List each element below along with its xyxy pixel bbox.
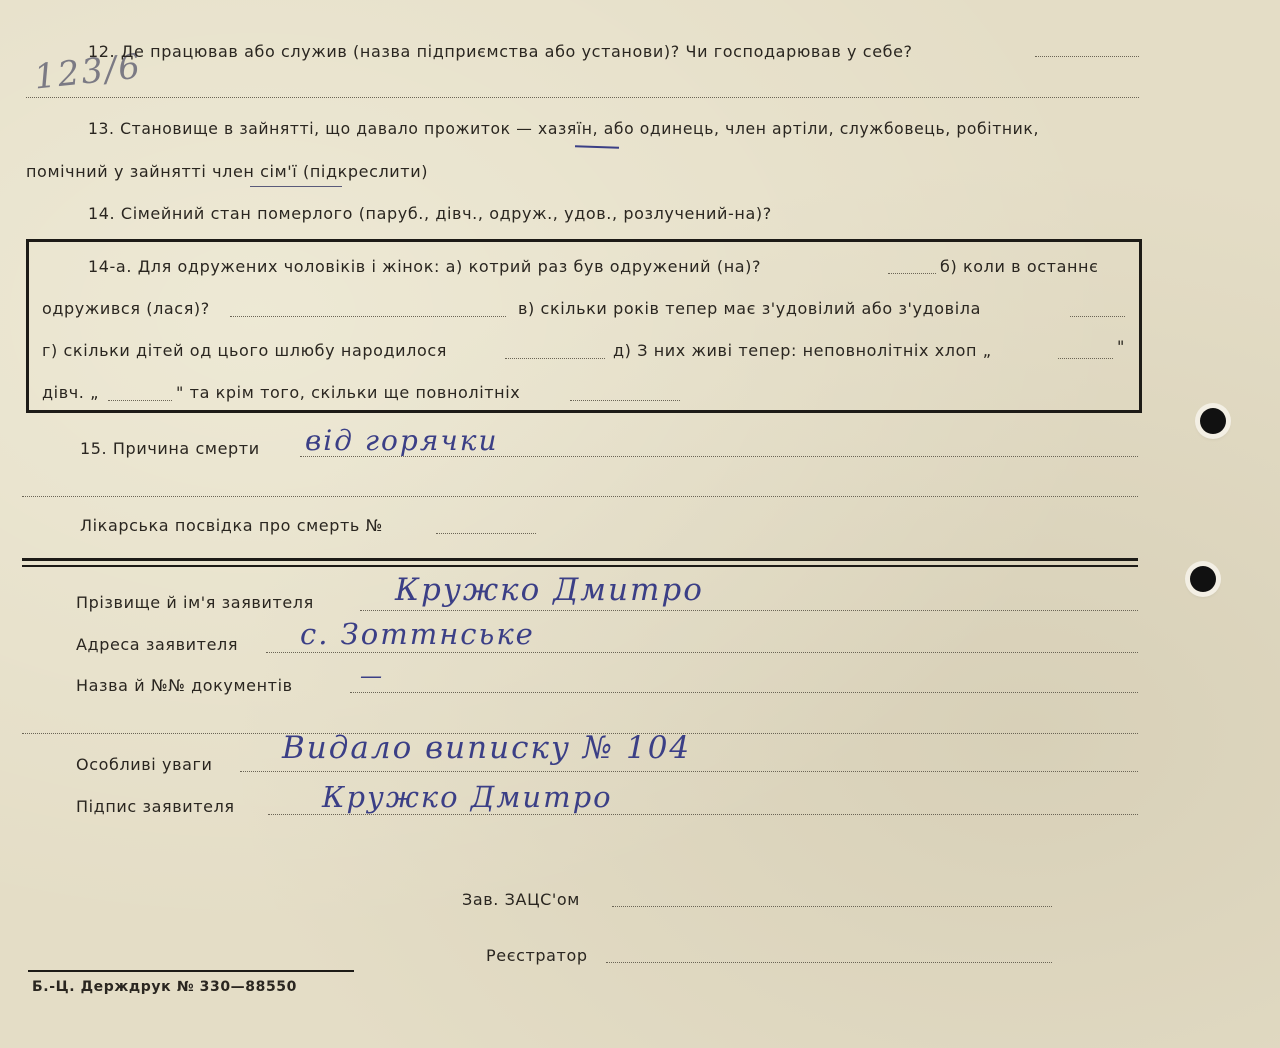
question-14: 14. Сімейний стан померлого (паруб., дівч., одруж., удов., розлучений-на)? (88, 204, 772, 223)
question-14a-line1b: б) коли в останнє (940, 257, 1099, 276)
documents-label: Назва й №№ документів (76, 676, 293, 695)
printer-imprint: Б.-Ц. Держдрук № 330—88550 (32, 979, 297, 995)
q14a-line3-blank-1 (505, 358, 605, 359)
q14a-line3-blank-2 (1058, 358, 1113, 359)
q14a-line1-blank (888, 273, 936, 274)
question-15-label: 15. Причина смерти (80, 439, 260, 458)
question-14a-line3a: г) скільки дітей од цього шлюбу народилося (42, 341, 447, 360)
punch-hole-1 (1200, 408, 1226, 434)
question-13-line1: 13. Становище в зайнятті, що давало прожиток — хазяїн, або одинець, член артіли, службовець, робітник, (88, 120, 1039, 138)
zags-head-label: Зав. ЗАЦС'ом (462, 890, 580, 909)
medical-certificate-label: Лікарська посвідка про смерть № (80, 516, 383, 535)
question-14a-line2a: одружився (лася)? (42, 299, 210, 318)
q15-answer-line-2 (22, 496, 1138, 497)
documents-handwriting: — (360, 664, 384, 689)
q14a-line4-blank-2 (570, 400, 680, 401)
question-12: 12. Де працював або служив (назва підприємства або установи)? Чи господарював у себе? (88, 42, 913, 61)
q12-answer-line-2 (26, 97, 1139, 98)
q12-answer-line (1035, 56, 1139, 57)
cause-of-death-handwriting: від горячки (305, 424, 499, 457)
registrar-line (606, 962, 1052, 963)
zags-head-line (612, 906, 1052, 907)
applicant-name-handwriting: Кружко Дмитро (395, 572, 704, 608)
applicant-address-label: Адреса заявителя (76, 635, 239, 654)
registrar-label: Реєстратор (486, 946, 588, 965)
question-14a-line4a: дівч. „ (42, 383, 100, 402)
imprint-rule (28, 970, 354, 972)
underline-chlen-simi (250, 186, 342, 187)
question-14a-line3c: " (1117, 337, 1125, 356)
q14a-line2-blank-2 (1070, 316, 1125, 317)
q14a-line4-blank-1 (108, 400, 172, 401)
punch-hole-2 (1190, 566, 1216, 592)
q14a-line2-blank-1 (230, 316, 506, 317)
special-notes-label: Особливі уваги (76, 755, 213, 774)
question-14a-line1: 14-а. Для одружених чоловіків і жінок: а) котрий раз був одружений (на)? (88, 257, 762, 276)
section-divider-2 (22, 565, 1138, 567)
question-14a-line2b: в) скільки років тепер має з'удовілий або з'удовіла (518, 299, 981, 318)
applicant-name-line (360, 610, 1138, 611)
archive-number-note: 123/6 (32, 46, 144, 98)
signature-line (268, 814, 1138, 815)
applicant-name-label: Прізвище й ім'я заявителя (76, 593, 314, 612)
applicant-address-line (266, 652, 1138, 653)
signature-label: Підпис заявителя (76, 797, 235, 816)
special-notes-line (240, 771, 1138, 772)
documents-line (350, 692, 1138, 693)
applicant-signature: Кружко Дмитро (322, 780, 613, 814)
underline-hazyain (575, 145, 619, 149)
question-13-line2: помічний у зайнятті член сім'ї (підкреслити) (26, 162, 429, 181)
medical-certificate-line (436, 533, 536, 534)
question-14a-line3b: д) З них живі тепер: неповнолітніх хлоп „ (613, 341, 992, 360)
question-14a-line4b: " та крім того, скільки ще повнолітніх (176, 383, 521, 402)
section-divider (22, 558, 1138, 561)
special-notes-handwriting: Видало виписку № 104 (282, 730, 692, 766)
applicant-address-handwriting: с. Зоттнське (300, 617, 535, 651)
